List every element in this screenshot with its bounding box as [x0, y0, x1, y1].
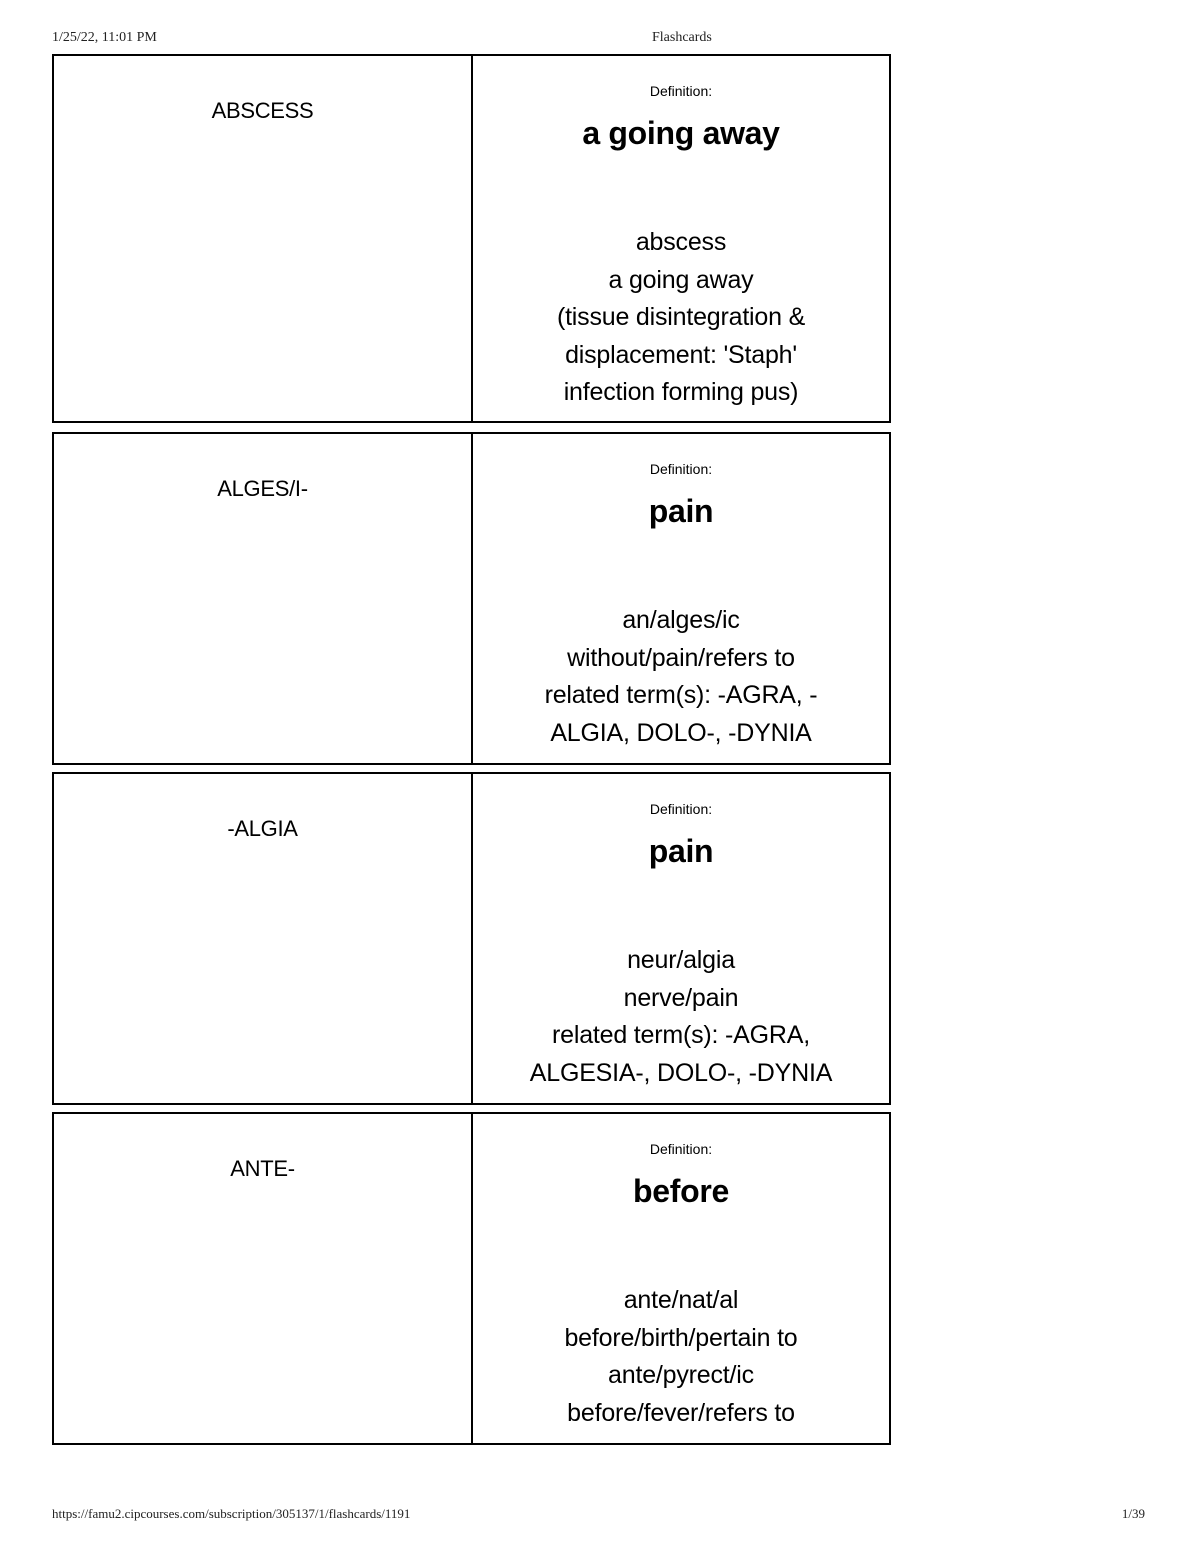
definition-details	[473, 1282, 889, 1432]
flashcard-definition-panel	[473, 774, 889, 1103]
print-header-title: Flashcards	[652, 30, 712, 45]
definition-details	[473, 942, 889, 1092]
definition-label: Definition:	[649, 801, 713, 817]
flashcard-definition-panel	[473, 56, 889, 421]
print-footer-page-number: 1/39	[1121, 1506, 1145, 1521]
detail-line: displacement: 'Staph'	[565, 340, 797, 369]
detail-line: before/fever/refers to	[567, 1398, 795, 1427]
detail-line: a going away	[608, 265, 754, 294]
detail-line: an/alges/ic	[622, 606, 740, 634]
print-footer-url: https://famu2.cipcourses.com/subscription/305137/1/flashcards/1191	[52, 1506, 411, 1521]
detail-line: neur/algia	[627, 946, 735, 974]
definition-label: Definition:	[649, 1141, 713, 1157]
flashcard	[52, 1112, 891, 1445]
print-header-datetime: 1/25/22, 11:01 PM	[52, 30, 157, 45]
detail-line: ante/pyrect/ic	[608, 1361, 754, 1389]
detail-line: abscess	[635, 228, 727, 256]
flashcard	[52, 432, 891, 765]
detail-line: ante/nat/al	[623, 1286, 739, 1314]
flashcard-term: ABSCESS	[54, 56, 473, 421]
definition-label: Definition:	[649, 83, 713, 99]
definition-label: Definition:	[649, 461, 713, 477]
flashcard	[52, 54, 891, 423]
definition-text: pain	[648, 493, 714, 529]
definition-text: a going away	[582, 115, 780, 151]
definition-details	[473, 224, 889, 412]
detail-line: related term(s): -AGRA, -	[544, 681, 818, 709]
detail-line: ALGIA, DOLO-, -DYNIA	[550, 718, 812, 747]
flashcard	[52, 772, 891, 1105]
flashcard-term: ANTE-	[54, 1114, 473, 1443]
detail-line: without/pain/refers to	[567, 643, 795, 672]
detail-line: infection forming pus)	[563, 378, 799, 406]
definition-text: before	[633, 1173, 729, 1209]
definition-text: pain	[648, 833, 714, 869]
flashcard-definition-panel	[473, 1114, 889, 1443]
flashcard-term: -ALGIA	[54, 774, 473, 1103]
detail-line: before/birth/pertain to	[564, 1323, 798, 1352]
flashcard-term: ALGES/I-	[54, 434, 473, 763]
detail-line: related term(s): -AGRA,	[552, 1021, 810, 1049]
detail-line: nerve/pain	[623, 983, 739, 1012]
flashcard-definition-panel	[473, 434, 889, 763]
definition-details	[473, 602, 889, 752]
detail-line: (tissue disintegration &	[556, 303, 806, 331]
detail-line: ALGESIA-, DOLO-, -DYNIA	[529, 1058, 833, 1087]
